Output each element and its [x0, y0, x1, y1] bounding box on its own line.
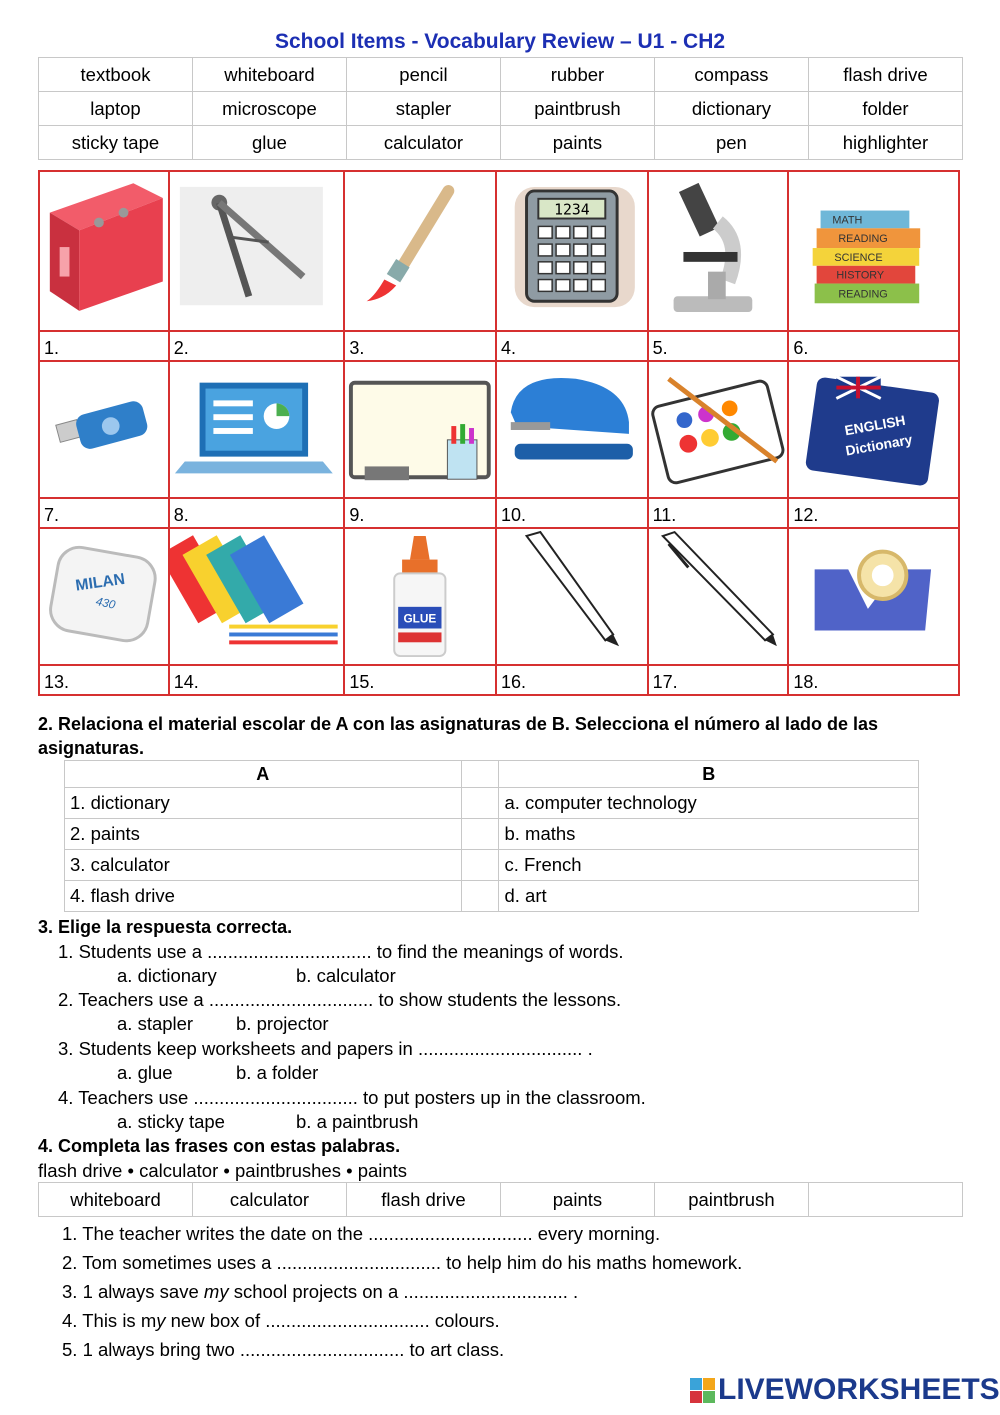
eraser-model: 430 — [94, 594, 117, 612]
picture-number: 8. — [169, 498, 345, 528]
picture-cell — [169, 361, 345, 498]
sentence: 5. 1 always bring two ................................ to art class. — [62, 1339, 505, 1360]
sentence-emphasis: y — [156, 1310, 166, 1331]
item-b: b. maths — [499, 819, 919, 850]
vocab-cell: textbook — [39, 58, 193, 92]
word-box[interactable]: flash drive — [346, 1183, 500, 1217]
highlighter-icon — [170, 529, 344, 664]
section3-heading: 3. Elige la respuesta correcta. — [38, 917, 293, 937]
picture-cell — [496, 528, 648, 665]
compass-icon — [170, 172, 344, 330]
vocab-cell: whiteboard — [192, 58, 346, 92]
calculator-display: 1234 — [554, 201, 590, 219]
word-bank — [38, 1182, 963, 1217]
sentence-part: new box of ................................ colours. — [165, 1310, 500, 1331]
picture-number: 3. — [344, 331, 496, 361]
vocab-cell: sticky tape — [39, 126, 193, 160]
picture-number: 5. — [648, 331, 789, 361]
picture-number: 2. — [169, 331, 345, 361]
picture-cell — [344, 171, 496, 331]
word-box[interactable]: calculator — [192, 1183, 346, 1217]
calculator-icon — [497, 172, 647, 330]
picture-cell — [39, 361, 169, 498]
question: 1. Students use a ................................ to find the meanings of words. — [58, 941, 624, 962]
book-label: MATH — [832, 214, 863, 227]
section2-heading-cont: asignaturas. — [38, 738, 145, 758]
picture-cell — [39, 171, 169, 331]
answer-cell[interactable] — [461, 881, 499, 912]
logo-icon — [690, 1378, 715, 1403]
liveworksheets-logo — [690, 1373, 1000, 1407]
word-list: flash drive • calculator • paintbrushes • paints — [38, 1160, 408, 1181]
vocab-cell: glue — [192, 126, 346, 160]
picture-number: 17. — [648, 665, 789, 695]
answer-cell[interactable] — [461, 850, 499, 881]
paints-icon — [649, 362, 788, 497]
logo-text: LIVEWORKSHEETS — [718, 1373, 1000, 1406]
vocab-cell: rubber — [500, 58, 654, 92]
question: 4. Teachers use ................................ to put posters up in the classroom. — [58, 1087, 646, 1108]
pencil-icon — [497, 529, 647, 664]
picture-cell — [788, 361, 959, 498]
word-box[interactable] — [808, 1183, 962, 1217]
flash-drive-icon — [40, 362, 168, 497]
answer-cell[interactable] — [461, 788, 499, 819]
sticky-tape-icon — [789, 529, 958, 664]
section2-heading: 2. Relaciona el material escolar de A con las asignaturas de B. Selecciona el número al lado de las — [38, 714, 879, 734]
vocab-cell: highlighter — [808, 126, 962, 160]
picture-number: 1. — [39, 331, 169, 361]
picture-cell — [344, 528, 496, 665]
picture-cell — [788, 171, 959, 331]
answer-cell[interactable] — [461, 819, 499, 850]
book-label: HISTORY — [836, 269, 885, 282]
dictionary-subtitle: Dictionary — [844, 431, 914, 459]
picture-number: 11. — [648, 498, 789, 528]
vocab-cell: flash drive — [808, 58, 962, 92]
picture-cell — [496, 171, 648, 331]
column-a-header: A — [65, 761, 462, 788]
picture-number: 16. — [496, 665, 648, 695]
picture-cell — [39, 528, 169, 665]
eraser-brand: MILAN — [74, 570, 127, 595]
vocab-cell: paints — [500, 126, 654, 160]
picture-number: 14. — [169, 665, 345, 695]
answer-column-header — [461, 761, 499, 788]
book-label: SCIENCE — [834, 251, 883, 264]
option-b[interactable]: b. a folder — [236, 1062, 319, 1083]
whiteboard-icon — [345, 362, 495, 497]
picture-cell — [788, 528, 959, 665]
picture-cell — [169, 528, 345, 665]
glue-icon — [345, 529, 495, 664]
word-box[interactable]: paints — [500, 1183, 654, 1217]
item-a: 4. flash drive — [65, 881, 462, 912]
sentence-part: school projects on a ................................ . — [228, 1281, 579, 1302]
vocab-cell: folder — [808, 92, 962, 126]
sentence-emphasis: my — [203, 1281, 229, 1302]
pen-icon — [649, 529, 788, 664]
option-b[interactable]: b. a paintbrush — [296, 1111, 419, 1132]
picture-number: 9. — [344, 498, 496, 528]
word-box[interactable]: paintbrush — [654, 1183, 808, 1217]
vocab-cell: paintbrush — [500, 92, 654, 126]
item-b: a. computer technology — [499, 788, 919, 819]
picture-number: 7. — [39, 498, 169, 528]
sentence-part: 4. This is m — [62, 1310, 157, 1331]
laptop-icon — [170, 362, 344, 497]
folder-icon — [40, 172, 168, 330]
dictionary-icon — [789, 362, 958, 497]
picture-grid — [38, 170, 960, 696]
paintbrush-icon — [345, 172, 495, 330]
picture-cell — [648, 528, 789, 665]
sentence: 2. Tom sometimes uses a ................................ to help him do his maths homework. — [62, 1252, 743, 1273]
vocab-cell: laptop — [39, 92, 193, 126]
picture-cell — [169, 171, 345, 331]
microscope-icon — [649, 172, 788, 330]
option-b[interactable]: b. calculator — [296, 965, 396, 986]
book-label: READING — [838, 288, 889, 301]
vocab-cell: dictionary — [654, 92, 808, 126]
picture-number: 13. — [39, 665, 169, 695]
page-title: School Items - Vocabulary Review – U1 - CH2 — [274, 30, 726, 53]
picture-number: 10. — [496, 498, 648, 528]
picture-cell — [496, 361, 648, 498]
item-b: d. art — [499, 881, 919, 912]
vocab-cell: stapler — [346, 92, 500, 126]
picture-cell — [648, 171, 789, 331]
picture-cell — [344, 361, 496, 498]
book-label: READING — [838, 233, 889, 246]
item-a: 3. calculator — [65, 850, 462, 881]
sentence: 1. The teacher writes the date on the ................................ every morning. — [62, 1223, 661, 1244]
picture-cell — [648, 361, 789, 498]
item-b: c. French — [499, 850, 919, 881]
rubber-icon — [40, 529, 168, 664]
sentence-part: 3. 1 always save — [62, 1281, 204, 1302]
vocabulary-table — [38, 57, 963, 160]
glue-label: GLUE — [403, 611, 437, 626]
picture-number: 6. — [788, 331, 959, 361]
sentence — [62, 1310, 500, 1332]
vocab-cell: calculator — [346, 126, 500, 160]
vocab-cell: pen — [654, 126, 808, 160]
option-a[interactable]: a. stapler — [117, 1013, 194, 1034]
stapler-icon — [497, 362, 647, 497]
option-a[interactable]: a. glue — [117, 1062, 173, 1083]
column-b-header: B — [499, 761, 919, 788]
vocab-cell: compass — [654, 58, 808, 92]
section4-heading: 4. Completa las frases con estas palabras. — [38, 1136, 401, 1156]
textbooks-icon — [789, 172, 958, 330]
matching-table — [64, 760, 919, 912]
option-a[interactable]: a. dictionary — [117, 965, 217, 986]
option-a[interactable]: a. sticky tape — [117, 1111, 225, 1132]
picture-number: 15. — [344, 665, 496, 695]
option-b[interactable]: b. projector — [236, 1013, 329, 1034]
word-box[interactable]: whiteboard — [39, 1183, 193, 1217]
vocab-cell: microscope — [192, 92, 346, 126]
picture-number: 4. — [496, 331, 648, 361]
vocab-cell: pencil — [346, 58, 500, 92]
dictionary-title: ENGLISH — [843, 411, 907, 439]
picture-number: 18. — [788, 665, 959, 695]
item-a: 2. paints — [65, 819, 462, 850]
question: 2. Teachers use a ................................ to show students the lessons. — [58, 989, 622, 1010]
sentence — [62, 1281, 578, 1303]
picture-number: 12. — [788, 498, 959, 528]
question: 3. Students keep worksheets and papers in ................................ . — [58, 1038, 593, 1059]
item-a: 1. dictionary — [65, 788, 462, 819]
